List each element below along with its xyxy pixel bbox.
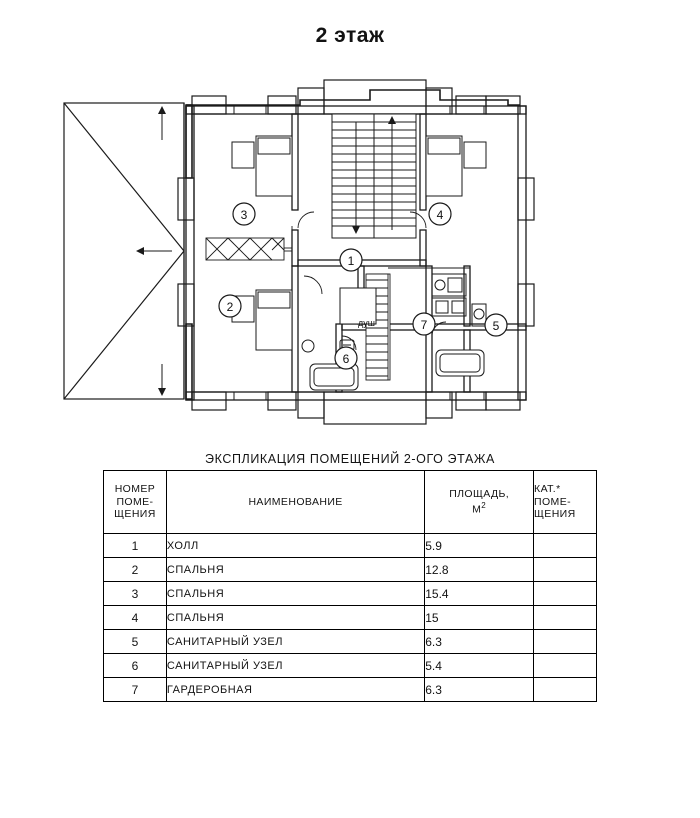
- svg-text:6: 6: [342, 352, 350, 366]
- cell-room-category: [534, 534, 597, 558]
- room-marker-2: [219, 295, 241, 317]
- cell-room-number: 6: [104, 654, 167, 678]
- cell-room-area: 5.9: [425, 534, 534, 558]
- cell-room-category: [534, 606, 597, 630]
- header-room-category: КАТ.* ПОМЕ- ЩЕНИЯ: [534, 471, 597, 534]
- cell-room-area: 6.3: [425, 678, 534, 702]
- table-row: [104, 582, 597, 606]
- explication-title: ЭКСПЛИКАЦИЯ ПОМЕЩЕНИЙ 2-ОГО ЭТАЖА: [205, 452, 495, 466]
- cell-room-category: [534, 630, 597, 654]
- page-title: 2 этаж: [315, 24, 385, 47]
- table-row: [104, 678, 597, 702]
- cell-room-category: [534, 558, 597, 582]
- cell-room-category: [534, 678, 597, 702]
- cell-room-area: 12.8: [425, 558, 534, 582]
- cell-room-number: 5: [104, 630, 167, 654]
- table-header-row: [104, 471, 597, 534]
- svg-text:душ: душ: [358, 318, 375, 328]
- room-marker-6: [335, 347, 357, 369]
- cell-room-name: ГАРДЕРОБНАЯ: [166, 678, 424, 702]
- cell-room-name: СПАЛЬНЯ: [166, 558, 424, 582]
- cell-room-number: 2: [104, 558, 167, 582]
- cell-room-area: 15: [425, 606, 534, 630]
- shower-label: [358, 318, 375, 328]
- explication-table: [103, 470, 597, 702]
- table-row: [104, 558, 597, 582]
- svg-text:5: 5: [492, 319, 500, 333]
- svg-text:3: 3: [240, 208, 248, 222]
- table-row: [104, 534, 597, 558]
- header-room-name: НАИМЕНОВАНИЕ: [166, 471, 424, 534]
- cell-room-area: 5.4: [425, 654, 534, 678]
- cell-room-number: 3: [104, 582, 167, 606]
- cell-room-name: СПАЛЬНЯ: [166, 606, 424, 630]
- room-marker-7: [413, 313, 435, 335]
- svg-text:2: 2: [226, 300, 234, 314]
- cell-room-number: 1: [104, 534, 167, 558]
- cell-room-name: САНИТАРНЫЙ УЗЕЛ: [166, 630, 424, 654]
- header-room-area: ПЛОЩАДЬ, $М^2$: [425, 471, 534, 534]
- cell-room-category: [534, 654, 597, 678]
- table-row: [104, 606, 597, 630]
- cell-room-name: СПАЛЬНЯ: [166, 582, 424, 606]
- room-marker-3: [233, 203, 255, 225]
- svg-text:1: 1: [347, 254, 355, 268]
- cell-room-number: 7: [104, 678, 167, 702]
- table-row: [104, 630, 597, 654]
- cell-room-name: САНИТАРНЫЙ УЗЕЛ: [166, 654, 424, 678]
- header-room-number: НОМЕР ПОМЕ- ЩЕНИЯ: [104, 471, 167, 534]
- staircase: [332, 114, 416, 238]
- cell-room-name: ХОЛЛ: [166, 534, 424, 558]
- wardrobe-hatch: [206, 238, 292, 260]
- room-marker-5: [485, 314, 507, 336]
- room-marker-4: [429, 203, 451, 225]
- cell-room-area: 6.3: [425, 630, 534, 654]
- bathroom-fixtures: [302, 274, 486, 390]
- svg-text:7: 7: [420, 318, 428, 332]
- cell-room-area: 15.4: [425, 582, 534, 606]
- room-marker-1: [340, 249, 362, 271]
- table-row: [104, 654, 597, 678]
- svg-text:4: 4: [436, 208, 444, 222]
- cell-room-number: 4: [104, 606, 167, 630]
- floor-plan-drawing: [40, 78, 660, 428]
- cell-room-category: [534, 582, 597, 606]
